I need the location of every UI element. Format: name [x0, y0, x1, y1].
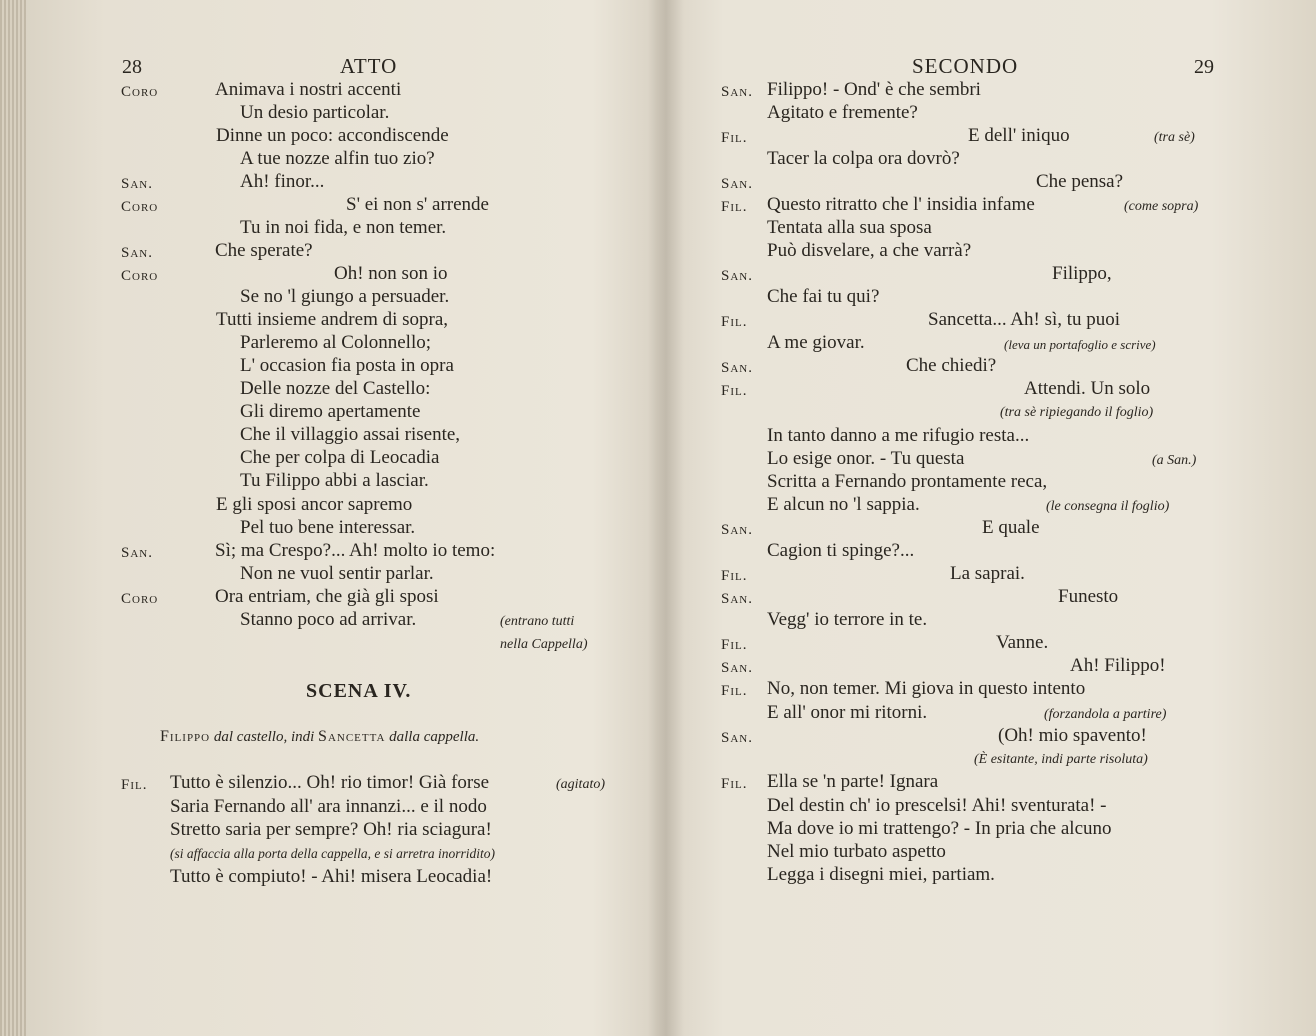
person-name: Sancetta [318, 728, 386, 745]
verse-line: Che sperate? [215, 240, 313, 261]
verse-line: Tutto è silenzio... Oh! rio timor! Già forse [170, 772, 490, 793]
verse-line: No, non temer. Mi giova in questo intento [767, 678, 1086, 699]
verse-line: E quale [982, 517, 1040, 538]
speaker-label: San. [721, 730, 753, 746]
stage-direction: (È esitante, indi parte risoluta) [974, 752, 1148, 767]
verse-line: Ora entriam, che già gli sposi [215, 586, 439, 607]
speaker-label: San. [721, 176, 753, 192]
speaker-label: Fil. [721, 130, 748, 146]
verse-line: E gli sposi ancor sapremo [216, 494, 413, 515]
verse-line: Pel tuo bene interessar. [240, 517, 416, 538]
verse-line: Che chiedi? [906, 355, 997, 376]
verse-line: Ah! Filippo! [1070, 655, 1166, 676]
verse-line: Tu Filippo abbi a lasciar. [240, 470, 429, 491]
stage-direction: nella Cappella) [500, 637, 588, 652]
verse-line: Stanno poco ad arrivar. [240, 609, 417, 630]
verse-line: Scritta a Fernando prontamente reca, [767, 471, 1048, 492]
verse-line: A me giovar. [767, 332, 865, 353]
verse-line: Oh! non son io [334, 263, 448, 284]
verse-line: Parleremo al Colonnello; [240, 332, 432, 353]
speaker-label: San. [721, 522, 753, 538]
verse-line: Ella se 'n parte! Ignara [767, 771, 939, 792]
verse-line: Ah! finor... [240, 171, 325, 192]
speaker-label: Fil. [721, 383, 748, 399]
verse-line: Funesto [1058, 586, 1119, 607]
verse-line: In tanto danno a me rifugio resta... [767, 425, 1030, 446]
verse-line: Attendi. Un solo [1024, 378, 1151, 399]
verse-line: Tacer la colpa ora dovrò? [767, 148, 960, 169]
person-note: dalla cappella. [389, 729, 480, 745]
verse-line: Filippo! - Ond' è che sembri [767, 79, 981, 100]
stage-direction: (tra sè ripiegando il foglio) [1000, 405, 1154, 420]
speaker-label: San. [121, 176, 153, 192]
speaker-label: San. [721, 268, 753, 284]
page-number: 28 [122, 56, 142, 78]
scene-title: SCENA IV. [306, 680, 412, 702]
verse-line: Tutto è compiuto! - Ahi! misera Leocadia! [170, 866, 493, 887]
stage-direction: (forzandola a partire) [1044, 707, 1167, 722]
verse-line: Agitato e fremente? [767, 102, 918, 123]
running-head: ATTO [340, 54, 398, 78]
page-number: 29 [1194, 56, 1214, 78]
verse-line: Vanne. [996, 632, 1049, 653]
verse-line: E alcun no 'l sappia. [767, 494, 920, 515]
running-head: SECONDO [912, 54, 1019, 78]
speaker-label: San. [121, 245, 153, 261]
verse-line: Ma dove io mi trattengo? - In pria che alcuno [767, 818, 1112, 839]
verse-line: (Oh! mio spavento! [998, 725, 1147, 746]
person-name: Filippo [160, 728, 211, 745]
verse-line: Tutti insieme andrem di sopra, [216, 309, 449, 330]
speaker-label: Fil. [721, 683, 748, 699]
verse-line: S' ei non s' arrende [346, 194, 489, 215]
verse-line: Tentata alla sua sposa [767, 217, 932, 238]
verse-line: A tue nozze alfin tuo zio? [240, 148, 435, 169]
verse-line: Cagion ti spinge?... [767, 540, 915, 561]
speaker-label: San. [721, 360, 753, 376]
verse-line: Che il villaggio assai risente, [240, 424, 461, 445]
verse-line: Che fai tu qui? [767, 286, 880, 307]
speaker-label: San. [721, 660, 753, 676]
verse-line: Vegg' io terrore in te. [767, 609, 928, 630]
speaker-label: Fil. [721, 199, 748, 215]
verse-line: Del destin ch' io prescelsi! Ahi! sventurata! - [767, 795, 1107, 816]
speaker-label: Coro [121, 591, 159, 607]
verse-line: Gli diremo apertamente [240, 401, 421, 422]
verse-line: Filippo, [1052, 263, 1112, 284]
verse-line: Può disvelare, a che varrà? [767, 240, 972, 261]
verse-line: E all' onor mi ritorni. [767, 702, 928, 723]
scene-persons [160, 728, 479, 746]
verse-line: Animava i nostri accenti [215, 79, 402, 100]
stage-direction: (tra sè) [1154, 130, 1195, 145]
speaker-label: Coro [121, 199, 159, 215]
verse-line: Saria Fernando all' ara innanzi... e il nodo [170, 796, 487, 817]
verse-line: Sì; ma Crespo?... Ah! molto io temo: [215, 540, 496, 561]
verse-line: Dinne un poco: accondiscende [216, 125, 449, 146]
verse-line: Se no 'l giungo a persuader. [240, 286, 450, 307]
speaker-label: San. [121, 545, 153, 561]
verse-line: Delle nozze del Castello: [240, 378, 431, 399]
stage-direction: (a San.) [1152, 453, 1197, 468]
stage-direction: (come sopra) [1124, 199, 1199, 214]
stage-direction: (le consegna il foglio) [1046, 499, 1170, 514]
person-note: dal castello, indi [213, 729, 315, 745]
speaker-label: Fil. [721, 314, 748, 330]
verse-line: La saprai. [950, 563, 1025, 584]
verse-line: E dell' iniquo [968, 125, 1070, 146]
verse-line: Sancetta... Ah! sì, tu puoi [928, 309, 1121, 330]
verse-line: Non ne vuol sentir parlar. [240, 563, 434, 584]
verse-line: Che per colpa di Leocadia [240, 447, 440, 468]
verse-line: Nel mio turbato aspetto [767, 841, 946, 862]
verse-line: Che pensa? [1036, 171, 1124, 192]
verse-line: Lo esige onor. - Tu questa [767, 448, 965, 469]
speaker-label: Coro [121, 84, 159, 100]
verse-line: Stretto saria per sempre? Oh! ria sciagura! [170, 819, 492, 840]
stage-direction: (agitato) [556, 777, 605, 792]
verse-line: Questo ritratto che l' insidia infame [767, 194, 1035, 215]
verse-line: Un desio particolar. [240, 102, 390, 123]
speaker-label: San. [721, 84, 753, 100]
verse-line: Tu in noi fida, e non temer. [240, 217, 447, 238]
speaker-label: Coro [121, 268, 159, 284]
stage-direction: (entrano tutti [500, 614, 575, 629]
speaker-label: Fil. [721, 568, 748, 584]
speaker-label: San. [721, 591, 753, 607]
speaker-label: Fil. [721, 637, 748, 653]
speaker-label: Fil. [721, 776, 748, 792]
verse-line: L' occasion fia posta in opra [240, 355, 454, 376]
stage-direction: (leva un portafoglio e scrive) [1004, 337, 1156, 352]
verse-line: Legga i disegni miei, partiam. [767, 864, 995, 885]
stage-direction: (si affaccia alla porta della cappella, e si arretra inorridito) [170, 846, 495, 861]
speaker-label: Fil. [121, 777, 148, 793]
